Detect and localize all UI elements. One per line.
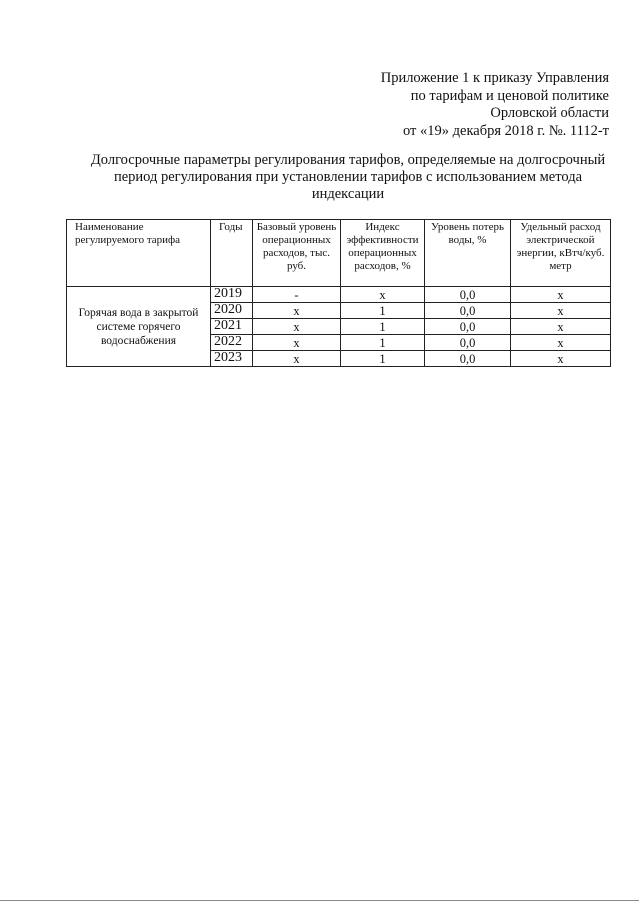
year-cell: 2022 (211, 335, 253, 351)
energy-cell: х (511, 351, 611, 367)
base-opex-cell: х (253, 335, 341, 351)
efficiency-index-cell: 1 (341, 319, 425, 335)
header-water-loss: Уровень потерь воды, % (425, 220, 511, 287)
page-bottom-edge (0, 900, 639, 901)
header-tariff-name: Наименование регулируемого тарифа (67, 220, 211, 287)
appendix-header (309, 70, 609, 140)
water-loss-cell: 0,0 (425, 303, 511, 319)
header-years: Годы (211, 220, 253, 287)
energy-cell: х (511, 287, 611, 303)
year-cell: 2021 (211, 319, 253, 335)
base-opex-cell: х (253, 351, 341, 367)
header-efficiency-index: Индекс эффективности операционных расходов, % (341, 220, 425, 287)
water-loss-cell: 0,0 (425, 319, 511, 335)
efficiency-index-cell: 1 (341, 351, 425, 367)
base-opex-cell: - (253, 287, 341, 303)
year-cell: 2020 (211, 303, 253, 319)
table-header-row (67, 220, 611, 287)
appendix-line: по тарифам и ценовой политике (410, 87, 609, 104)
energy-cell: х (511, 303, 611, 319)
tariff-name-cell: Горячая вода в закрытой системе горячего водоснабжения (67, 287, 211, 367)
appendix-date-number: от «19» декабря 2018 г. №. 1112-т (402, 122, 609, 139)
water-loss-cell: 0,0 (425, 287, 511, 303)
appendix-line: Орловской области (490, 105, 609, 121)
table-row (67, 287, 611, 303)
efficiency-index-cell: х (341, 287, 425, 303)
energy-cell: х (511, 319, 611, 335)
header-base-opex: Базовый уровень операционных расходов, тыс. руб. (253, 220, 341, 287)
appendix-line: Приложение 1 к приказу Управления (380, 70, 609, 86)
efficiency-index-cell: 1 (341, 335, 425, 351)
water-loss-cell: 0,0 (425, 351, 511, 367)
base-opex-cell: х (253, 303, 341, 319)
header-energy-consumption: Удельный расход электрической энергии, кВтч/куб. метр (511, 220, 611, 287)
energy-cell: х (511, 335, 611, 351)
tariff-parameters-table (66, 219, 611, 367)
year-cell: 2023 (211, 351, 253, 367)
water-loss-cell: 0,0 (425, 335, 511, 351)
efficiency-index-cell: 1 (341, 303, 425, 319)
document-title: Долгосрочные параметры регулирования тарифов, определяемые на долгосрочный период регулирования при установлении тарифов с использованием метода индексации (90, 152, 606, 202)
year-cell: 2019 (211, 287, 253, 303)
base-opex-cell: х (253, 319, 341, 335)
